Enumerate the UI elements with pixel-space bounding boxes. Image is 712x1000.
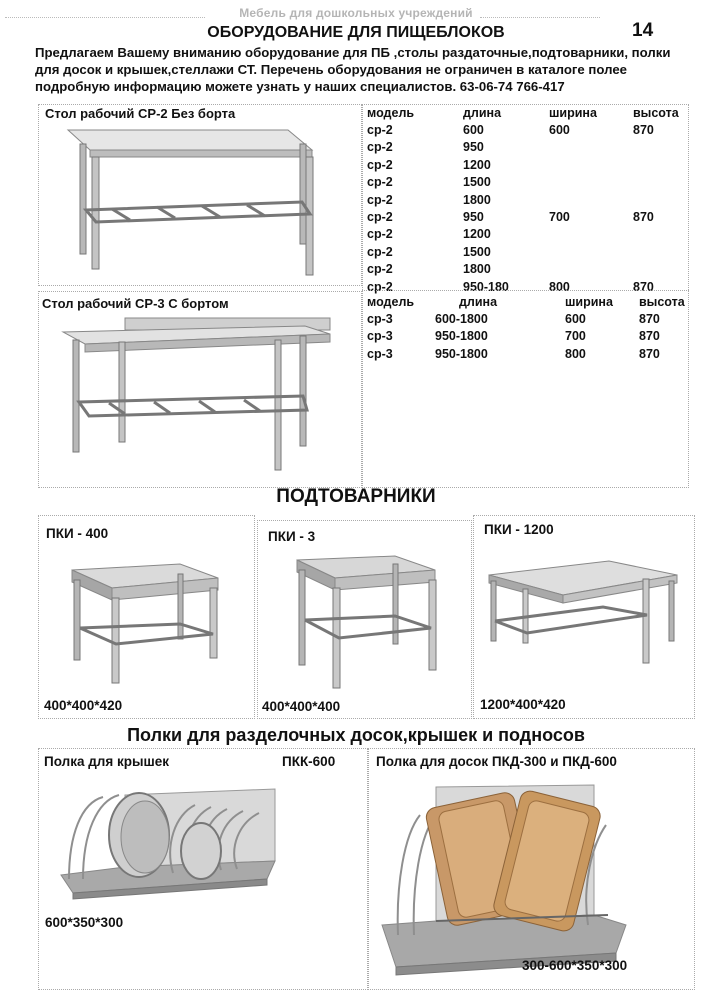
table-row bbox=[367, 174, 703, 191]
stand-size-2: 400*400*400 bbox=[262, 699, 341, 714]
table-row bbox=[367, 345, 709, 362]
cr3-spec-table bbox=[367, 293, 709, 363]
table-row bbox=[367, 328, 709, 345]
cell-height: 870 bbox=[639, 312, 660, 327]
cell-width bbox=[539, 243, 629, 260]
cell-length: 600-1800 bbox=[435, 312, 488, 327]
stands-title: ПОДТОВАРНИКИ bbox=[276, 486, 436, 507]
stand-name-2: ПКИ - 3 bbox=[268, 529, 316, 544]
cell-length: 1500 bbox=[463, 175, 491, 190]
table-row bbox=[367, 139, 703, 156]
cell-height bbox=[629, 174, 703, 191]
stand-1200-image bbox=[483, 555, 688, 690]
table-row bbox=[367, 243, 703, 260]
cell-length: 950-1800 bbox=[435, 329, 488, 344]
cell-length: 950 bbox=[463, 140, 484, 155]
cell-height: 870 bbox=[639, 346, 660, 361]
cell-model: ср-2 bbox=[367, 244, 393, 259]
page-title: ОБОРУДОВАНИЕ ДЛЯ ПИЩЕБЛОКОВ bbox=[207, 24, 505, 41]
cell-length: 1200 bbox=[463, 157, 491, 172]
cell-model: ср-2 bbox=[367, 157, 393, 172]
cell-height: 870 bbox=[633, 123, 654, 138]
page-number: 14 bbox=[632, 20, 654, 41]
cell-model: ср-3 bbox=[367, 346, 393, 361]
cell-length: 950-180 bbox=[463, 279, 509, 294]
col-length: длина bbox=[463, 105, 502, 120]
stand-name-3: ПКИ - 1200 bbox=[484, 522, 554, 537]
cr3-divider bbox=[362, 290, 689, 291]
cell-length: 1800 bbox=[463, 262, 491, 277]
cell-height: 870 bbox=[639, 329, 660, 344]
lids-shelf-size: 600*350*300 bbox=[45, 915, 124, 930]
lids-shelf-model: ПКК-600 bbox=[282, 754, 336, 769]
cell-model: ср-3 bbox=[367, 312, 393, 327]
col-width: ширина bbox=[565, 294, 613, 309]
table-row bbox=[367, 208, 703, 225]
stand-400-image bbox=[60, 548, 230, 693]
cell-width bbox=[539, 139, 629, 156]
cell-length: 1500 bbox=[463, 244, 491, 259]
col-model: модель bbox=[367, 294, 415, 309]
cell-length: 1800 bbox=[463, 192, 491, 207]
table-row bbox=[367, 310, 709, 327]
cell-width: 600 bbox=[565, 312, 586, 327]
cell-width bbox=[539, 174, 629, 191]
cell-width: 800 bbox=[565, 346, 586, 361]
col-model: модель bbox=[367, 105, 415, 120]
col-height: высота bbox=[639, 294, 685, 309]
boards-shelf-name: Полка для досок ПКД-300 и ПКД-600 bbox=[376, 754, 617, 769]
cell-length: 1200 bbox=[463, 227, 491, 242]
cell-length: 950 bbox=[463, 210, 484, 225]
table-row bbox=[367, 156, 703, 173]
table-header-row bbox=[367, 293, 709, 310]
cell-model: ср-2 bbox=[367, 123, 393, 138]
cr3-caption: Стол рабочий СР-3 С бортом bbox=[42, 296, 229, 311]
col-width: ширина bbox=[549, 105, 597, 120]
col-length: длина bbox=[459, 294, 498, 309]
cell-width bbox=[539, 261, 629, 278]
cell-model: ср-2 bbox=[367, 279, 393, 294]
cell-height bbox=[629, 156, 703, 173]
cell-width bbox=[539, 191, 629, 208]
boards-shelf-image bbox=[376, 775, 686, 980]
cell-width: 800 bbox=[549, 279, 570, 294]
table-row bbox=[367, 226, 703, 243]
cell-length: 950-1800 bbox=[435, 346, 488, 361]
boards-shelf-size: 300-600*350*300 bbox=[522, 958, 628, 973]
cell-width bbox=[539, 226, 629, 243]
stand-name-1: ПКИ - 400 bbox=[46, 526, 109, 541]
cell-model: ср-2 bbox=[367, 140, 393, 155]
cr2-spec-table bbox=[367, 104, 703, 295]
cell-model: ср-2 bbox=[367, 175, 393, 190]
table-cr2-image bbox=[50, 122, 340, 282]
col-height: высота bbox=[633, 105, 679, 120]
catalog-label: Мебель для дошкольных учреждений bbox=[239, 6, 473, 20]
cell-height bbox=[629, 226, 703, 243]
table-cr3-image bbox=[45, 312, 345, 474]
cell-model: ср-2 bbox=[367, 227, 393, 242]
cell-height bbox=[629, 139, 703, 156]
intro-text: Предлагаем Вашему вниманию оборудование для ПБ ,столы раздаточные,подтоварники, полки для досок и крышек,стеллажи СТ. Перечень оборудования не ограничен в каталоге полее подробную информацию можете узнать у наших специалистов. 63-06-74 766-417 bbox=[35, 45, 671, 94]
cell-width: 600 bbox=[549, 123, 570, 138]
cell-height: 870 bbox=[633, 210, 654, 225]
cell-model: ср-2 bbox=[367, 192, 393, 207]
cell-width: 700 bbox=[565, 329, 586, 344]
stand-3-image bbox=[287, 548, 447, 698]
cell-height bbox=[629, 243, 703, 260]
cell-width bbox=[539, 156, 629, 173]
table-row bbox=[367, 261, 703, 278]
stand-size-1: 400*400*420 bbox=[44, 698, 123, 713]
table-row bbox=[367, 121, 703, 138]
lids-shelf-name: Полка для крышек bbox=[44, 754, 170, 769]
cell-height: 870 bbox=[633, 279, 654, 294]
lids-shelf-image bbox=[55, 775, 290, 905]
cell-model: ср-2 bbox=[367, 262, 393, 277]
table-header-row bbox=[367, 104, 703, 121]
cell-model: ср-2 bbox=[367, 210, 393, 225]
cell-height bbox=[629, 261, 703, 278]
cell-width: 700 bbox=[549, 210, 570, 225]
stand-size-3: 1200*400*420 bbox=[480, 697, 566, 712]
cell-length: 600 bbox=[463, 123, 484, 138]
cell-height bbox=[629, 191, 703, 208]
shelves-title: Полки для разделочных досок,крышек и подносов bbox=[127, 725, 585, 745]
cr2-caption: Стол рабочий СР-2 Без борта bbox=[45, 106, 236, 121]
cell-model: ср-3 bbox=[367, 329, 393, 344]
table-row bbox=[367, 191, 703, 208]
